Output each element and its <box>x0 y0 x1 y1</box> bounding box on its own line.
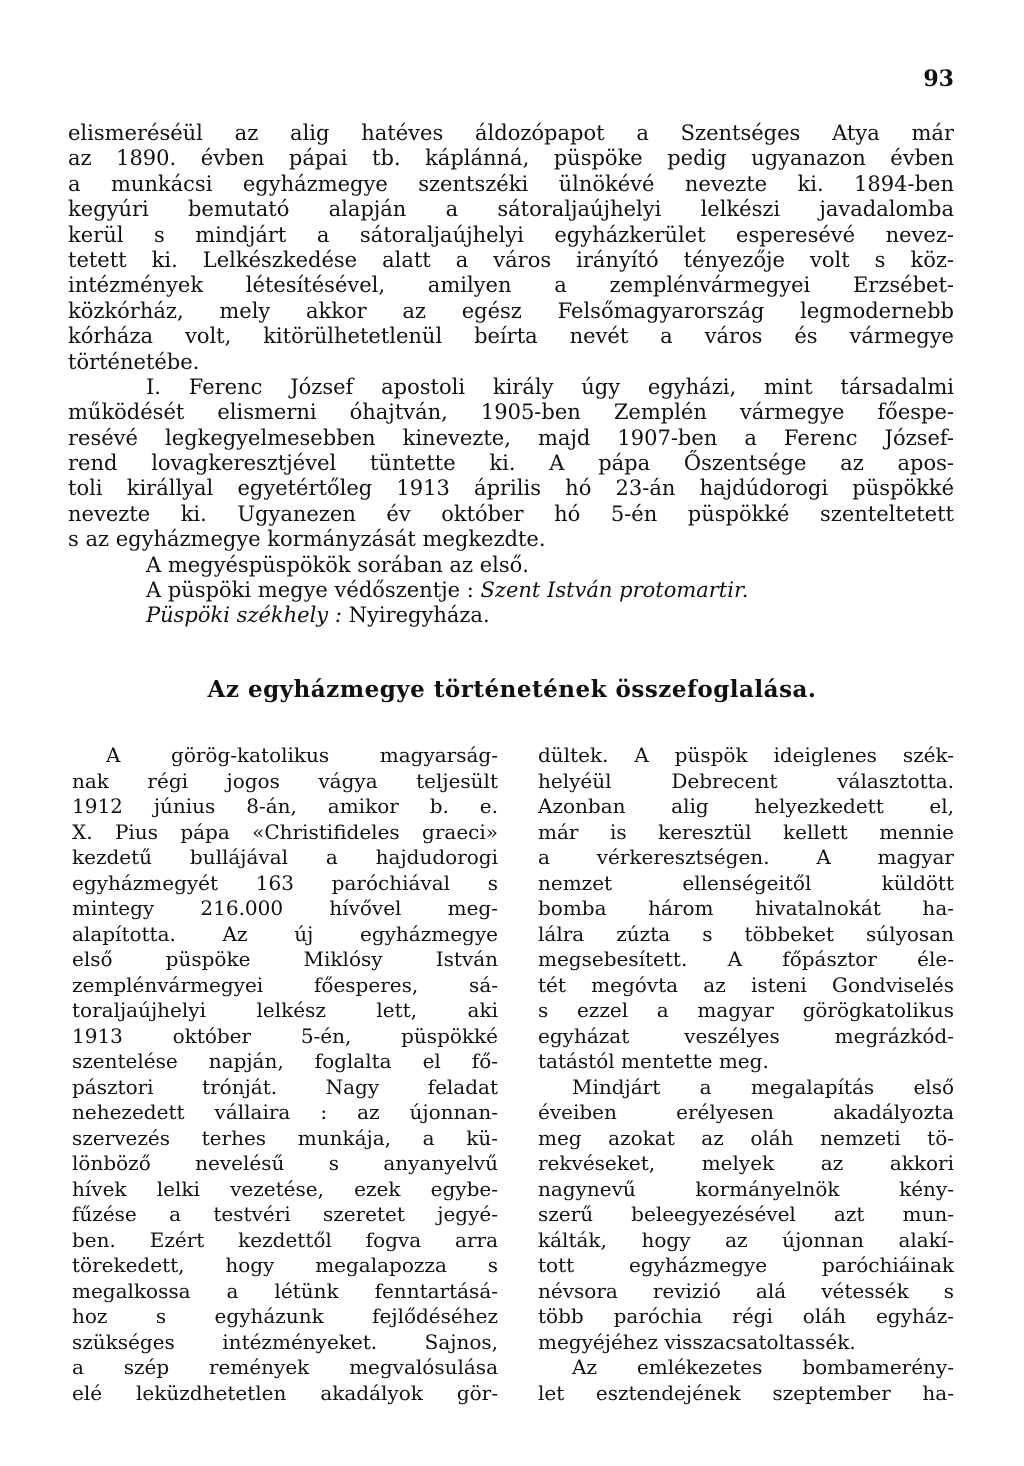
text-line: a munkácsi egyházmegye szentszéki ülnökévé nevezte ki. 1894-ben <box>68 171 954 196</box>
text-line: intézmények létesítésével, amilyen a zemplénvármegyei Erzsébet- <box>68 273 954 298</box>
text-line: megyéjéhez visszacsatoltassék. <box>538 1329 856 1354</box>
seat-value: Nyiregyháza. <box>348 603 490 628</box>
text-line: névsora revizió alá vétessék s <box>538 1278 954 1303</box>
text-line: A görög-katolikus magyarság- <box>106 743 498 767</box>
text-line: s ezzel a magyar görögkatolikus <box>538 998 954 1022</box>
text-line: helyéül Debrecent választotta. <box>538 768 954 793</box>
text-line: kezdetű bullájával a hajdudorogi <box>72 845 498 869</box>
text-line: let esztendejének szeptember ha- <box>538 1380 954 1405</box>
text-line: nak régi jogos vágya teljesült <box>72 768 498 793</box>
left-column <box>72 743 498 1406</box>
text-line: az 1890. évben pápai tb. káplánná, püspöke pedig ugyanazon évben <box>68 146 954 171</box>
text-line: kálták, hogy az újonnan alakí- <box>538 1227 954 1252</box>
text-line: megsebesített. A főpásztor éle- <box>538 947 954 971</box>
text-line: működését elismerni óhajtván, 1905-ben Zemplén vármegye főespe- <box>68 400 954 425</box>
text-line: a vérkeresztségen. A magyar <box>538 845 954 869</box>
patron-saint-line <box>68 578 954 603</box>
right-column <box>538 743 954 1406</box>
text-line: Mindjárt a megalapítás első <box>572 1074 954 1099</box>
text-line: ben. Ezért kezdettől fogva arra <box>72 1227 498 1252</box>
text-line: mintegy 216.000 hívővel meg- <box>72 896 498 920</box>
seat-label: Püspöki székhely : <box>146 603 349 628</box>
text-line: kórháza volt, kitörülhetetlenül beírta nevét a város és vármegye <box>68 324 954 349</box>
text-line: szervezés terhes munkája, a kü- <box>72 1125 498 1150</box>
text-line: tetett ki. Lelkészkedése alatt a város irányító tényezője volt s köz- <box>68 247 954 272</box>
text-line: nevezte ki. Ugyanezen év október hó 5-én püspökké szenteltetett <box>68 501 954 526</box>
text-line: több paróchia régi oláh egyház- <box>538 1304 954 1328</box>
text-line: nemzet ellenségeitől küldött <box>538 870 954 895</box>
text-line: szükséges intézményeket. Sajnos, <box>72 1329 498 1354</box>
text-line: tét megóvta az isteni Gondviselés <box>538 972 954 997</box>
text-line: egyházmegyét 163 paróchiával s <box>72 870 498 895</box>
text-line: 1913 október 5-én, püspökké <box>72 1023 498 1048</box>
text-line: rekvéseket, melyek az akkori <box>538 1151 954 1175</box>
text-line: törekedett, hogy megalapozza s <box>72 1253 498 1277</box>
text-line: Az emlékezetes bombamerény- <box>572 1355 954 1379</box>
text-line: lönböző nevelésű s anyanyelvű <box>72 1151 498 1175</box>
section-title: Az egyházmegye történetének összefoglalása. <box>207 676 817 703</box>
text-line: közkórház, mely akkor az egész Felsőmagyarország legmodernebb <box>68 298 954 323</box>
text-line: fűzése a testvéri szeretet jegyé- <box>72 1202 498 1226</box>
page-number: 93 <box>923 66 954 92</box>
text-line: kerül s mindjárt a sátoraljaújhelyi egyházkerület esperesévé nevez- <box>68 222 954 247</box>
text-line: pásztori trónját. Nagy feladat <box>72 1074 498 1099</box>
text-line: rend lovagkeresztjével tüntette ki. A pápa Őszentsége az apos- <box>68 451 954 476</box>
text-line: éveiben erélyesen akadályozta <box>538 1100 954 1124</box>
text-line: első püspöke Miklósy István <box>72 947 498 971</box>
text-line: történetébe. <box>68 349 200 374</box>
text-line: nehezedett vállaira : az újonnan- <box>72 1100 498 1124</box>
text-line: resévé legkegyelmesebben kinevezte, majd 1907-ben a Ferenc József- <box>68 425 954 450</box>
episcopal-seat-line <box>68 603 954 628</box>
text-line: a szép remények megvalósulása <box>72 1355 498 1379</box>
text-line: s az egyházmegye kormányzását megkezdte. <box>68 527 546 552</box>
text-line: X. Pius pápa «Christifideles graeci» <box>72 819 498 844</box>
text-line: nagynevű kormányelnök kény- <box>538 1176 954 1201</box>
text-line: kegyúri bemutató alapján a sátoraljaújhelyi lelkészi javadalomba <box>68 197 954 222</box>
text-line: hívek lelki vezetése, ezek egybe- <box>72 1176 498 1201</box>
text-line: megalkossa a létünk fenntartásá- <box>72 1278 498 1303</box>
text-line: zemplénvármegyei főesperes, sá- <box>72 972 498 997</box>
text-line: elé leküzdhetetlen akadályok gör- <box>72 1380 498 1405</box>
text-line: egyházat veszélyes megrázkód- <box>538 1023 954 1048</box>
text-line: lálra zúzta s többeket súlyosan <box>538 921 954 946</box>
text-line: Azonban alig helyezkedett el, <box>538 794 954 818</box>
text-line: meg azokat az oláh nemzeti tö- <box>538 1125 954 1150</box>
text-line: tott egyházmegye paróchiáinak <box>538 1253 954 1277</box>
text-line: tatástól mentette meg. <box>538 1049 769 1073</box>
text-line: szentelése napján, foglalta el fő- <box>72 1049 498 1073</box>
text-line: toraljaújhelyi lelkész lett, aki <box>72 998 498 1022</box>
text-line: hoz s egyházunk fejlődéséhez <box>72 1304 498 1328</box>
text-line: alapította. Az új egyházmegye <box>72 921 498 946</box>
text-line: elismeréséül az alig hatéves áldozópapot a Szentséges Atya már <box>68 121 954 145</box>
text-line: szerű beleegyezésével azt mun- <box>538 1202 954 1226</box>
text-line: 1912 június 8-án, amikor b. e. <box>72 794 498 818</box>
patron-label: A püspöki megye védőszentje : <box>146 578 481 603</box>
patron-value: Szent István protomartir. <box>480 578 749 603</box>
text-line: már is keresztül kellett mennie <box>538 819 954 844</box>
text-line: bomba három hivatalnokát ha- <box>538 896 954 920</box>
text-line: toli királlyal egyetértőleg 1913 április hó 23-án hajdúdorogi püspökké <box>68 476 954 501</box>
text-line: A megyéspüspökök sorában az első. <box>146 552 529 577</box>
intro-paragraphs <box>68 121 954 629</box>
text-line: dültek. A püspök ideiglenes szék- <box>538 743 954 767</box>
text-line: I. Ferenc József apostoli király úgy egyházi, mint társadalmi <box>146 374 954 399</box>
